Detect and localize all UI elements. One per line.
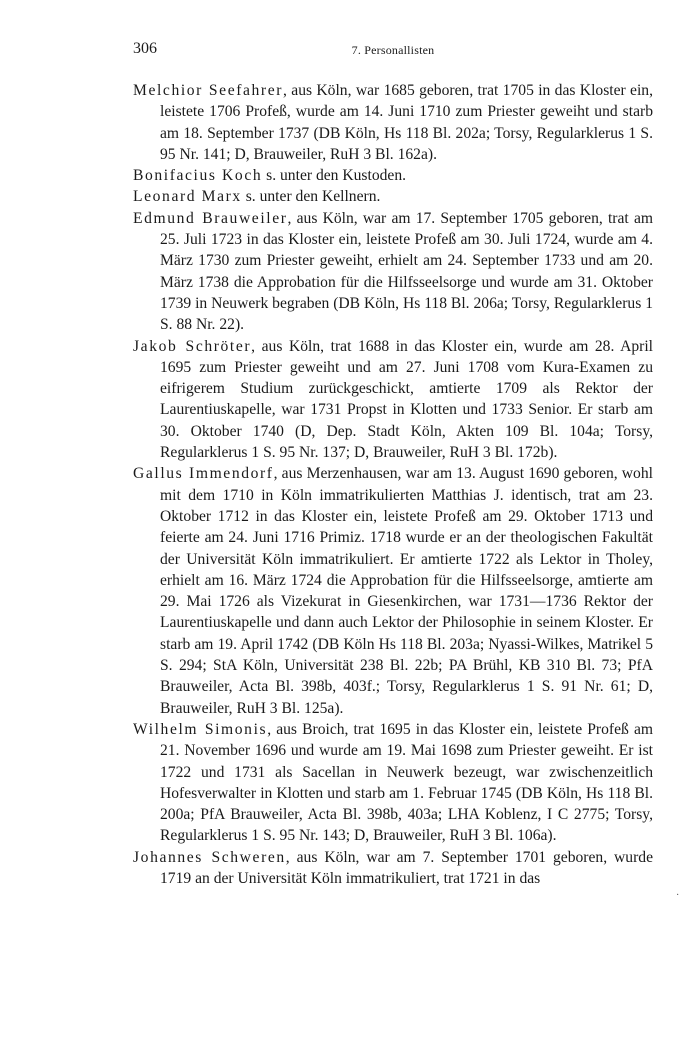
entry-name: Johannes Schweren (133, 848, 286, 866)
entry-name: Leonard Marx (133, 188, 242, 206)
entry-name: Gallus Immendorf (133, 465, 274, 483)
personnel-list (133, 80, 653, 889)
stray-ink-mark: · (676, 890, 680, 901)
book-page (133, 40, 653, 889)
entry-brauweiler (133, 208, 653, 336)
entry-immendorf (133, 463, 653, 719)
section-title: 7. Personallisten (351, 43, 435, 57)
entry-schroeter (133, 336, 653, 464)
entry-text: , aus Köln, trat 1688 in das Kloster ein, wurde am 28. April 1695 zum Priester geweiht und am 27. Juni 1708 vom Kura-Examen zu eifrigerem Studium zurückgeschickt, amtierte 1709 als Rektor der Laurentiuskapelle, war 1731 Propst in Klotten und 1733 Senior. Er starb am 30. Oktober 1740 (D, Dep. Stadt Köln, Akten 109 Bl. 104a; Torsy, Regularklerus 1 S. 95 Nr. 137; D, Brauweiler, RuH 3 Bl. 172b). (160, 337, 653, 462)
entry-text: , aus Köln, war am 7. September 1701 geboren, wurde 1719 an der Universität Köln immatrikuliert, trat 1721 in das (160, 848, 653, 887)
entry-text: , aus Merzenhausen, war am 13. August 1690 geboren, wohl mit dem 1710 in Köln immatrikulierten Matthias J. identisch, trat am 23. Oktober 1712 in das Kloster ein, leistete Profeß am 29. Oktober 1713 und feierte am 24. Juni 1716 Primiz. 1718 wurde er an der theologischen Fakultät der Universität Köln immatrikuliert. Er amtierte 1722 als Lektor in Tholey, erhielt am 16. März 1724 die Approbation für die Hilfsseelsorge, amtierte am 29. Mai 1726 als Vizekurat in Giesenkirchen, war 1731—1736 Rektor der Laurentiuskapelle und dann auch Lektor der Philosophie in seinem Kloster. Er starb am 19. April 1742 (DB Köln Hs 118 Bl. 203a; Nyassi-Wilkes, Matrikel 5 S. 294; StA Köln, Universität 238 Bl. 22b; PA Brühl, KB 310 Bl. 73; PfA Brauweiler, Acta Bl. 398b, 403f.; Torsy, Regularklerus 1 S. 91 Nr. 61; D, Brauweiler, RuH 3 Bl. 125a). (160, 465, 653, 717)
entry-simonis (133, 719, 653, 847)
entry-name: Bonifacius Koch (133, 167, 263, 185)
entry-seefahrer (133, 80, 653, 165)
entry-text: , aus Broich, trat 1695 in das Kloster ein, leistete Profeß am 21. November 1696 und wurde am 19. Mai 1698 zum Priester geweiht. Er ist 1722 und 1731 als Sacellan in Neuwerk bezeugt, war zwischenzeitlich Hofesverwalter in Klotten und starb am 1. Februar 1745 (DB Köln, Hs 118 Bl. 200a; PfA Brauweiler, Acta Bl. 398b, 403a; LHA Koblenz, I C 2775; Torsy, Regularklerus 1 S. 95 Nr. 143; D, Brauweiler, RuH 3 Bl. 106a). (160, 720, 653, 845)
entry-name: Melchior Seefahrer (133, 82, 284, 99)
entry-name: Edmund Brauweiler (133, 209, 288, 227)
entry-name: Wilhelm Simonis (133, 720, 268, 738)
entry-text: s. unter den Kellnern. (241, 188, 381, 206)
entry-text: , aus Köln, war am 17. September 1705 geboren, trat am 25. Juli 1723 in das Kloster ein, leistete Profeß am 30. Juli 1724, wurde am 4. März 1730 zum Priester geweiht, erhielt am 24. September 1733 und am 20. März 1738 die Approbation für die Hilfsseelsorge und wurde am 31. Oktober 1739 in Neuwerk begraben (DB Köln, Hs 118 Bl. 206a; Torsy, Regularklerus 1 S. 88 Nr. 22). (160, 209, 653, 334)
entry-name: Jakob Schröter (133, 337, 252, 355)
entry-koch (133, 165, 653, 186)
entry-marx (133, 186, 653, 207)
page-number: 306 (133, 40, 157, 57)
entry-text: s. unter den Kustoden. (262, 167, 407, 185)
entry-schweren (133, 847, 653, 890)
entry-text: , aus Köln, war 1685 geboren, trat 1705 in das Kloster ein, leistete 1706 Profeß, wurde am 14. Juni 1710 zum Priester geweiht und starb am 18. September 1737 (DB Köln, Hs 118 Bl. 202a; Torsy, Regularklerus 1 S. 95 Nr. 141; D, Brauweiler, RuH 3 Bl. 162a). (160, 82, 654, 163)
running-head (133, 40, 653, 64)
